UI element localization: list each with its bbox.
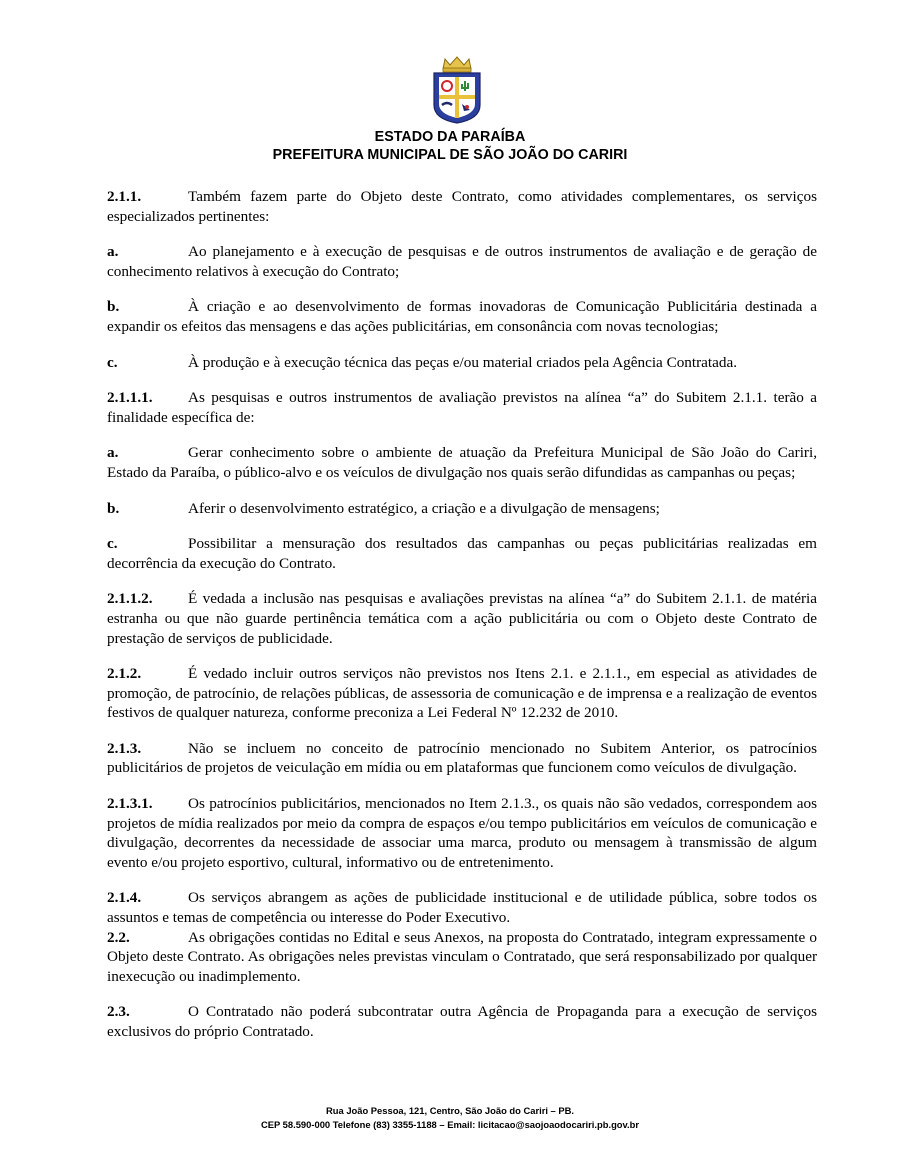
clause-text: O Contratado não poderá subcontratar outra Agência de Propaganda para a execução de serviços exclusivos do próprio Contratado. bbox=[107, 1003, 817, 1040]
clause-text: As pesquisas e outros instrumentos de avaliação previstos na alínea “a” do Subitem 2.1.1. terão a finalidade específica de: bbox=[107, 389, 817, 426]
clause-text: Também fazem parte do Objeto deste Contrato, como atividades complementares, os serviços especializados pertinentes: bbox=[107, 188, 817, 225]
clause-text: Possibilitar a mensuração dos resultados das campanhas ou peças publicitárias realizadas em decorrência da execução do Contrato. bbox=[107, 535, 817, 572]
clause-text: É vedada a inclusão nas pesquisas e avaliações previstas na alínea “a” do Subitem 2.1.1. de matéria estranha ou que não guarde pertinência temática com a ação publicitária ou com o Objeto deste Contrato de prestação de serviços de publicidade. bbox=[107, 590, 817, 647]
clause-number: 2.1.1. bbox=[107, 188, 142, 205]
clause-paragraph bbox=[107, 589, 817, 648]
clause-text: Os serviços abrangem as ações de publicidade institucional e de utilidade pública, sobre todos os assuntos e temas de competência ou interesse do Poder Executivo. bbox=[107, 889, 817, 927]
prefecture-heading: PREFEITURA MUNICIPAL DE SÃO JOÃO DO CARIRI bbox=[272, 147, 628, 163]
clause-paragraph bbox=[107, 388, 817, 427]
clause-paragraph bbox=[107, 739, 817, 778]
clause-paragraph bbox=[107, 534, 817, 573]
clause-number: 2.1.3. bbox=[107, 739, 142, 757]
clause-paragraph bbox=[107, 187, 817, 226]
clause-paragraph bbox=[107, 794, 817, 872]
clause-text: Aferir o desenvolvimento estratégico, a criação e a divulgação de mensagens; bbox=[188, 499, 660, 517]
clause-number: c. bbox=[107, 535, 118, 553]
clause-paragraph bbox=[107, 1002, 817, 1041]
footer-address: Rua João Pessoa, 121, Centro, São João do Cariri – PB. bbox=[326, 1105, 574, 1116]
clause-number: a. bbox=[107, 444, 119, 462]
clause-number: a. bbox=[107, 243, 119, 261]
clause-number: 2.3. bbox=[107, 1003, 130, 1021]
clause-text: À criação e ao desenvolvimento de formas inovadoras de Comunicação Publicitária destinada a expandir os efeitos das mensagens e das ações publicitárias, em consonância com novas tecnologias; bbox=[107, 298, 817, 335]
clause-text: Não se incluem no conceito de patrocínio mencionado no Subitem Anterior, os patrocínios publicitários de projetos de veiculação em mídia ou em plataformas que funcionem como veículos de divulgação. bbox=[107, 739, 817, 777]
clause-text: É vedado incluir outros serviços não previstos nos Itens 2.1. e 2.1.1., em especial as atividades de promoção, de patrocínio, de relações públicas, de assessoria de comunicação e de imprensa e a realização de eventos festivos de qualquer natureza, conforme preconiza a Lei Federal Nº 12.232 de 2010. bbox=[107, 665, 817, 722]
clause-number: 2.1.1.1. bbox=[107, 389, 153, 407]
clause-number: b. bbox=[107, 499, 120, 517]
clause-paragraph bbox=[107, 664, 817, 723]
state-heading: ESTADO DA PARAÍBA bbox=[374, 129, 526, 145]
clause-number: c. bbox=[107, 353, 118, 371]
clause-text: Os patrocínios publicitários, mencionados no Item 2.1.3., os quais não são vedados, correspondem aos projetos de mídia realizados por meio da compra de espaços e/ou tempo publicitários em veículos de comunicação e divulgação, decorrentes da necessidade de associar uma marca, produto ou mensagem à transmissão de algum evento e/ou projeto esportivo, cultural, informativo ou de entretenimento. bbox=[107, 795, 817, 871]
clause-number: 2.2. bbox=[107, 928, 130, 946]
clause-number: 2.1.3.1. bbox=[107, 795, 153, 813]
clause-number: 2.1.1.2. bbox=[107, 590, 153, 608]
contract-body bbox=[107, 187, 817, 1058]
coat-of-arms-icon bbox=[431, 55, 483, 125]
footer-contact: CEP 58.590-000 Telefone (83) 3355-1188 – Email: licitacao@saojoaodocariri.pb.gov.br bbox=[260, 1119, 640, 1130]
clause-paragraph bbox=[107, 888, 817, 927]
clause-number: 2.1.2. bbox=[107, 665, 142, 683]
clause-text: Gerar conhecimento sobre o ambiente de atuação da Prefeitura Municipal de São João do Cariri, Estado da Paraíba, o público-alvo e os veículos de divulgação nos quais serão difundidas as campanhas ou peças; bbox=[107, 444, 817, 481]
clause-text: As obrigações contidas no Edital e seus Anexos, na proposta do Contratado, integram expressamente o Objeto deste Contrato. As obrigações neles previstas vinculam o Contratado, que será responsabilizado por qualquer inexecução ou inadimplemento. bbox=[107, 928, 817, 985]
clause-paragraph bbox=[107, 297, 817, 336]
clause-paragraph bbox=[107, 499, 817, 519]
clause-number: 2.1.4. bbox=[107, 889, 142, 907]
clause-number: b. bbox=[107, 298, 120, 316]
clause-paragraph bbox=[107, 242, 817, 281]
clause-text: À produção e à execução técnica das peças e/ou material criados pela Agência Contratada. bbox=[188, 353, 738, 371]
clause-paragraph bbox=[107, 353, 817, 373]
clause-paragraph bbox=[107, 443, 817, 482]
clause-text: Ao planejamento e à execução de pesquisas e de outros instrumentos de avaliação e de geração de conhecimento relativos à execução do Contrato; bbox=[107, 243, 817, 280]
clause-paragraph bbox=[107, 928, 817, 987]
